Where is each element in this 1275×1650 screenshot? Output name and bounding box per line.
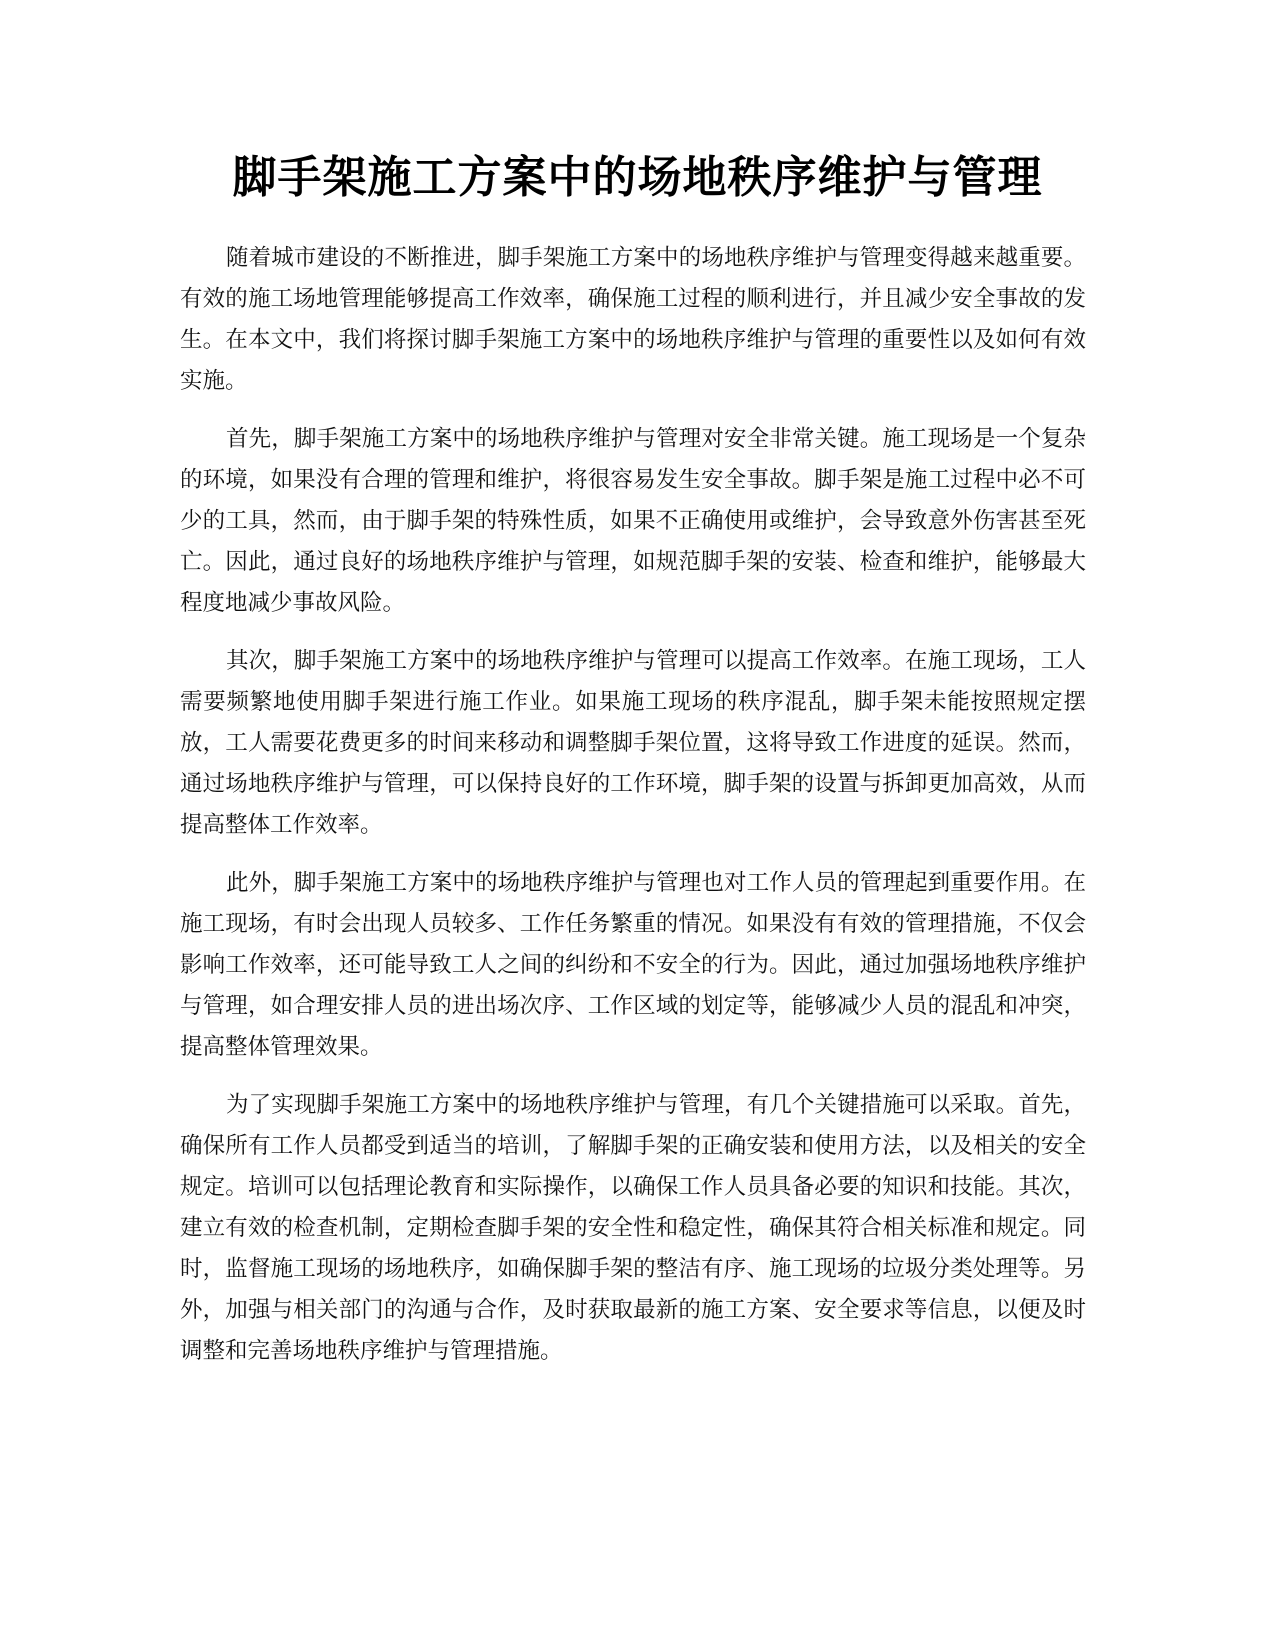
- paragraph-measures: 为了实现脚手架施工方案中的场地秩序维护与管理，有几个关键措施可以采取。首先，确保所有工作人员都受到适当的培训，了解脚手架的正确安装和使用方法，以及相关的安全规定。培训可以包括理论教育和实际操作，以确保工作人员具备必要的知识和技能。其次，建立有效的检查机制，定期检查脚手架的安全性和稳定性，确保其符合相关标准和规定。同时，监督施工现场的场地秩序，如确保脚手架的整洁有序、施工现场的垃圾分类处理等。另外，加强与相关部门的沟通与合作，及时获取最新的施工方案、安全要求等信息，以便及时调整和完善场地秩序维护与管理措施。: [180, 1092, 1086, 1364]
- document-body: [180, 238, 1086, 1389]
- paragraph-intro: 随着城市建设的不断推进，脚手架施工方案中的场地秩序维护与管理变得越来越重要。有效的施工场地管理能够提高工作效率，确保施工过程的顺利进行，并且减少安全事故的发生。在本文中，我们将探讨脚手架施工方案中的场地秩序维护与管理的重要性以及如何有效实施。: [180, 245, 1086, 394]
- document-title: 脚手架施工方案中的场地秩序维护与管理: [232, 152, 1043, 203]
- paragraph-personnel: 此外，脚手架施工方案中的场地秩序维护与管理也对工作人员的管理起到重要作用。在施工现场，有时会出现人员较多、工作任务繁重的情况。如果没有有效的管理措施，不仅会影响工作效率，还可能导致工人之间的纠纷和不安全的行为。因此，通过加强场地秩序维护与管理，如合理安排人员的进出场次序、工作区域的划定等，能够减少人员的混乱和冲突，提高整体管理效果。: [180, 870, 1086, 1060]
- paragraph-efficiency: 其次，脚手架施工方案中的场地秩序维护与管理可以提高工作效率。在施工现场，工人需要频繁地使用脚手架进行施工作业。如果施工现场的秩序混乱，脚手架未能按照规定摆放，工人需要花费更多的时间来移动和调整脚手架位置，这将导致工作进度的延误。然而，通过场地秩序维护与管理，可以保持良好的工作环境，脚手架的设置与拆卸更加高效，从而提高整体工作效率。: [180, 648, 1086, 838]
- paragraph-safety: 首先，脚手架施工方案中的场地秩序维护与管理对安全非常关键。施工现场是一个复杂的环境，如果没有合理的管理和维护，将很容易发生安全事故。脚手架是施工过程中必不可少的工具，然而，由于脚手架的特殊性质，如果不正确使用或维护，会导致意外伤害甚至死亡。因此，通过良好的场地秩序维护与管理，如规范脚手架的安装、检查和维护，能够最大程度地减少事故风险。: [180, 426, 1086, 616]
